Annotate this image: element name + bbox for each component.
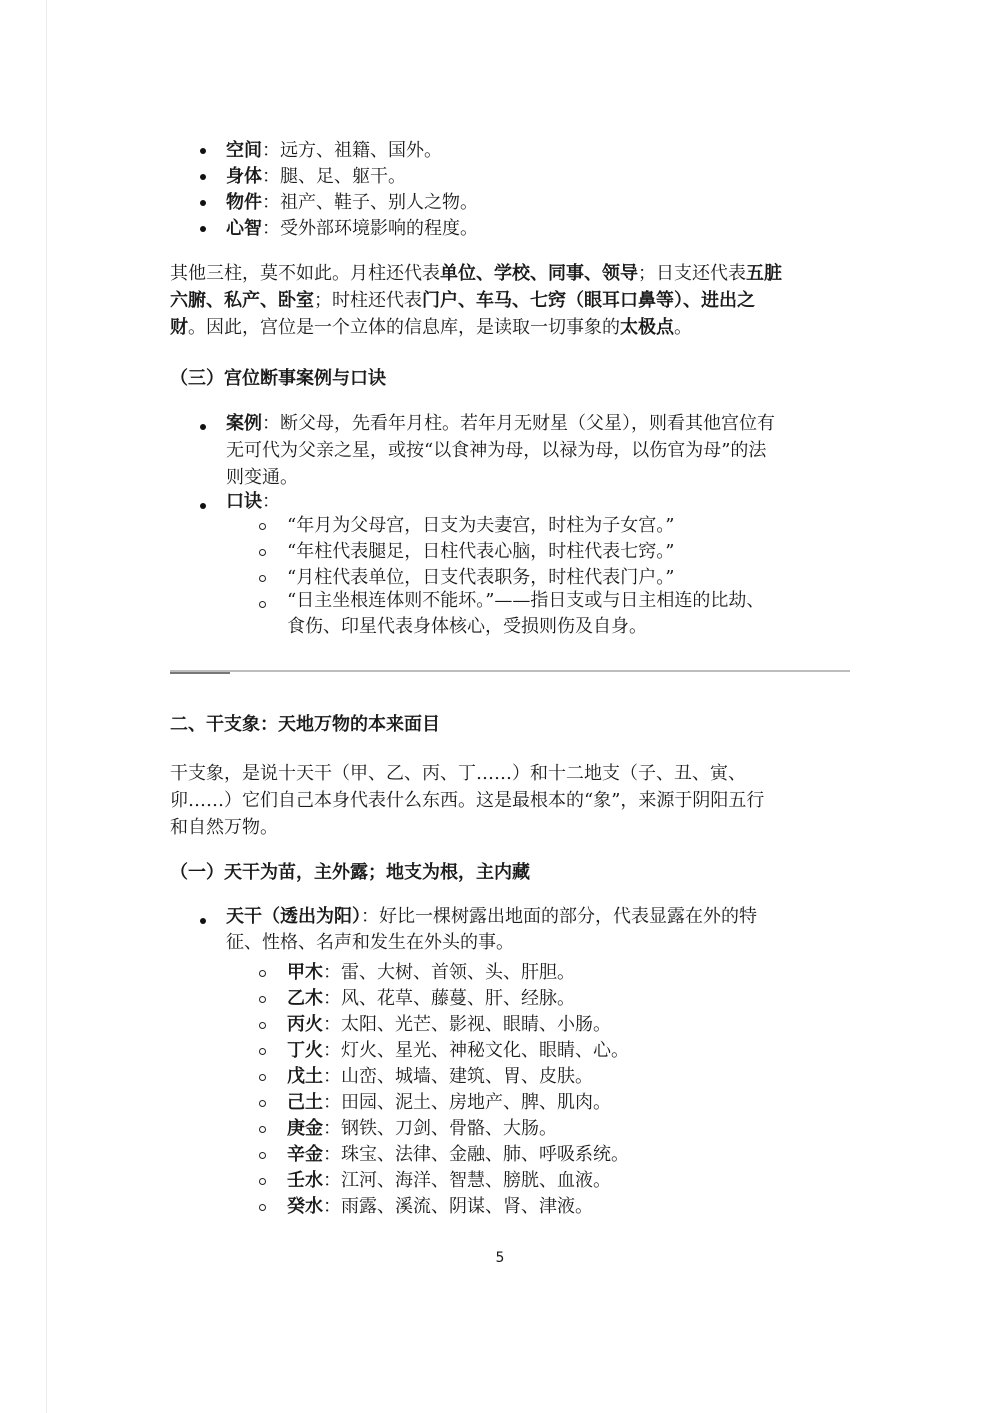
sub-bullet-ring	[259, 1126, 266, 1133]
koujue-sub-item: “年月为父母宫，日支为夫妻宫，时柱为子女宫。”	[287, 515, 675, 536]
scan-edge	[46, 0, 47, 1413]
sub-bullet-ring	[259, 1074, 266, 1081]
stem-item: 壬水：江河、海洋、智慧、膀胱、血液。	[287, 1170, 611, 1191]
subheading-tiangan-dizhi: （一）天干为苗，主外露；地支为根，主内藏	[170, 862, 530, 883]
paragraph-other-pillars: 其他三柱，莫不如此。月柱还代表单位、学校、同事、领导；日支还代表五脏 六腑、私产、卧室；时柱还代表门户、车马、七窍（眼耳口鼻等）、进出之 财。因此，宫位是一个立体的信息库，是读取一切事象的太极点。	[170, 263, 782, 338]
list-item: 物件：祖产、鞋子、别人之物。	[226, 192, 478, 213]
sub-bullet-ring	[259, 996, 266, 1003]
list-item: 身体：腿、足、躯干。	[226, 166, 406, 187]
bullet-dot	[200, 200, 206, 206]
stem-item: 庚金：钢铁、刀剑、骨骼、大肠。	[287, 1118, 557, 1139]
koujue-sub-item: “月柱代表单位，日支代表职务，时柱代表门户。”	[287, 567, 675, 588]
case-item: 案例：断父母，先看年月柱。若年月无财星（父星），则看其他宫位有 无可代为父亲之星，或按“以食神为母，以禄为母，以伤官为母”的法 则变通。	[226, 413, 775, 488]
bullet-dot	[200, 226, 206, 232]
sub-bullet-ring	[259, 523, 266, 530]
stem-item: 癸水：雨露、溪流、阴谋、肾、津液。	[287, 1196, 593, 1217]
bullet-dot	[200, 148, 206, 154]
stem-item: 丁火：灯火、星光、神秘文化、眼睛、心。	[287, 1040, 629, 1061]
list-item: 心智：受外部环境影响的程度。	[226, 218, 478, 239]
tiangan-item: 天干（透出为阳）：好比一棵树露出地面的部分，代表显露在外的特 征、性格、名声和发生在外头的事。	[226, 906, 757, 953]
bullet-dot	[200, 503, 206, 509]
sub-bullet-ring	[259, 1048, 266, 1055]
list-item: 空间：远方、祖籍、国外。	[226, 140, 442, 161]
subheading-palace-cases: （三）宫位断事案例与口诀	[170, 368, 386, 389]
stem-item: 戊土：山峦、城墙、建筑、胃、皮肤。	[287, 1066, 593, 1087]
stem-item: 乙木：风、花草、藤蔓、肝、经脉。	[287, 988, 575, 1009]
bullet-dot	[200, 918, 206, 924]
sub-bullet-ring	[259, 601, 266, 608]
sub-bullet-ring	[259, 1204, 266, 1211]
stem-item: 丙火：太阳、光芒、影视、眼睛、小肠。	[287, 1014, 611, 1035]
sub-bullet-ring	[259, 1152, 266, 1159]
sub-bullet-ring	[259, 970, 266, 977]
page-number: 5	[495, 1250, 505, 1266]
sub-bullet-ring	[259, 575, 266, 582]
stem-item: 辛金：珠宝、法律、金融、肺、呼吸系统。	[287, 1144, 629, 1165]
stem-item: 甲木：雷、大树、首领、头、肝胆。	[287, 962, 575, 983]
section-heading: 二、干支象：天地万物的本来面目	[170, 714, 440, 735]
bullet-dot	[200, 424, 206, 430]
sub-bullet-ring	[259, 1022, 266, 1029]
paragraph-ganzhi-intro: 干支象，是说十天干（甲、乙、丙、丁……）和十二地支（子、丑、寅、 卯……）它们自己本身代表什么东西。这是最根本的“象”，来源于阴阳五行 和自然万物。	[170, 763, 765, 838]
koujue-sub-item: “年柱代表腿足，日柱代表心脑，时柱代表七窍。”	[287, 541, 675, 562]
sub-bullet-ring	[259, 549, 266, 556]
divider-accent	[170, 672, 230, 674]
horizontal-divider	[170, 670, 850, 672]
sub-bullet-ring	[259, 1100, 266, 1107]
koujue-sub-item: “日主坐根连体则不能坏。”——指日支或与日主相连的比劫、 食伤、印星代表身体核心，受损则伤及自身。	[287, 590, 765, 637]
bullet-dot	[200, 174, 206, 180]
stem-item: 己土：田园、泥土、房地产、脾、肌肉。	[287, 1092, 611, 1113]
koujue-item: 口诀：	[226, 491, 280, 512]
sub-bullet-ring	[259, 1178, 266, 1185]
